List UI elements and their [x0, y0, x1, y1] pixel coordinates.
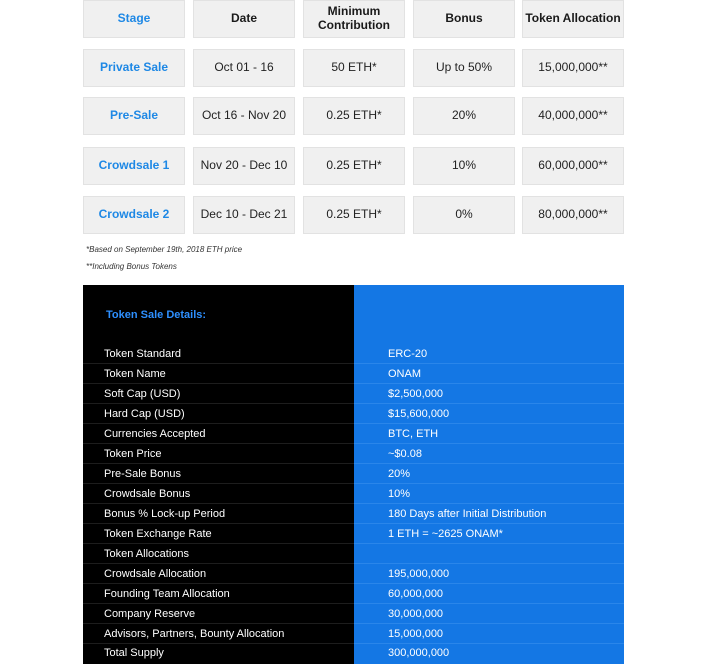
min-contribution-cell: 50 ETH*: [303, 49, 405, 87]
header-minimum-contribution: Minimum Contribution: [303, 0, 405, 38]
details-value: BTC, ETH: [388, 428, 439, 440]
details-label: Token Standard: [104, 348, 182, 360]
details-value: 30,000,000: [388, 608, 444, 620]
date-cell: Dec 10 - Dec 21: [193, 196, 295, 234]
details-label: Advisors, Partners, Bounty Allocation: [104, 628, 285, 640]
details-label: Crowdsale Allocation: [104, 568, 207, 580]
details-label: Hard Cap (USD): [104, 408, 185, 420]
header-stage: Stage: [83, 0, 185, 38]
details-label: Token Exchange Rate: [104, 528, 212, 540]
details-row: [83, 604, 624, 624]
token-allocation-cell: 40,000,000**: [522, 97, 624, 135]
header-bonus: Bonus: [413, 0, 515, 38]
details-row: [83, 344, 624, 364]
stage-cell: Pre-Sale: [83, 97, 185, 135]
details-value: 1 ETH = ~2625 ONAM*: [388, 528, 503, 540]
min-contribution-cell: 0.25 ETH*: [303, 147, 405, 185]
details-value: ~$0.08: [388, 448, 422, 460]
min-contribution-cell: 0.25 ETH*: [303, 196, 405, 234]
token-allocation-cell: 80,000,000**: [522, 196, 624, 234]
details-label: Token Price: [104, 448, 162, 460]
details-value: $2,500,000: [388, 388, 444, 400]
bonus-cell: 20%: [413, 97, 515, 135]
details-row: [83, 424, 624, 444]
details-label: Token Allocations: [104, 548, 189, 560]
details-label: Founding Team Allocation: [104, 588, 230, 600]
token-allocation-cell: 15,000,000**: [522, 49, 624, 87]
details-label: Pre-Sale Bonus: [104, 468, 182, 480]
footnote-eth-price: *Based on September 19th, 2018 ETH price: [86, 245, 243, 254]
footnote-bonus-tokens: **Including Bonus Tokens: [86, 262, 177, 271]
details-row: [83, 544, 624, 564]
details-label: Currencies Accepted: [104, 428, 206, 440]
details-value: 15,000,000: [388, 628, 444, 640]
details-label: Bonus % Lock-up Period: [104, 508, 226, 520]
header-date: Date: [193, 0, 295, 38]
bonus-cell: Up to 50%: [413, 49, 515, 87]
details-value: 195,000,000: [388, 568, 450, 580]
details-label: Total Supply: [104, 647, 164, 659]
stage-cell: Crowdsale 2: [83, 196, 185, 234]
min-contribution-cell: 0.25 ETH*: [303, 97, 405, 135]
details-value: ERC-20: [388, 348, 428, 360]
date-cell: Oct 16 - Nov 20: [193, 97, 295, 135]
details-label: Crowdsale Bonus: [104, 488, 191, 500]
details-row: [83, 484, 624, 504]
details-row: [83, 643, 624, 663]
details-row: [83, 584, 624, 604]
details-row: [83, 384, 624, 404]
details-value: ONAM: [388, 368, 421, 380]
details-label: Token Name: [104, 368, 166, 380]
details-row: [83, 364, 624, 384]
details-value: 180 Days after Initial Distribution: [388, 508, 547, 520]
date-cell: Oct 01 - 16: [193, 49, 295, 87]
details-value: 20%: [388, 468, 411, 480]
header-token-allocation: Token Allocation: [522, 0, 624, 38]
details-row: [83, 404, 624, 424]
details-value: 60,000,000: [388, 588, 444, 600]
details-label: Soft Cap (USD): [104, 388, 181, 400]
details-row: [83, 464, 624, 484]
stage-cell: Private Sale: [83, 49, 185, 87]
token-allocation-cell: 60,000,000**: [522, 147, 624, 185]
details-label: Company Reserve: [104, 608, 196, 620]
stage-cell: Crowdsale 1: [83, 147, 185, 185]
details-row: [83, 444, 624, 464]
bonus-cell: 10%: [413, 147, 515, 185]
bonus-cell: 0%: [413, 196, 515, 234]
date-cell: Nov 20 - Dec 10: [193, 147, 295, 185]
details-value: 300,000,000: [388, 647, 450, 659]
details-row: [83, 564, 624, 584]
details-value: 10%: [388, 488, 411, 500]
details-row: [83, 504, 624, 524]
details-title: Token Sale Details:: [106, 309, 207, 321]
details-row: [83, 624, 624, 644]
details-value: $15,600,000: [388, 408, 450, 420]
details-row: [83, 524, 624, 544]
